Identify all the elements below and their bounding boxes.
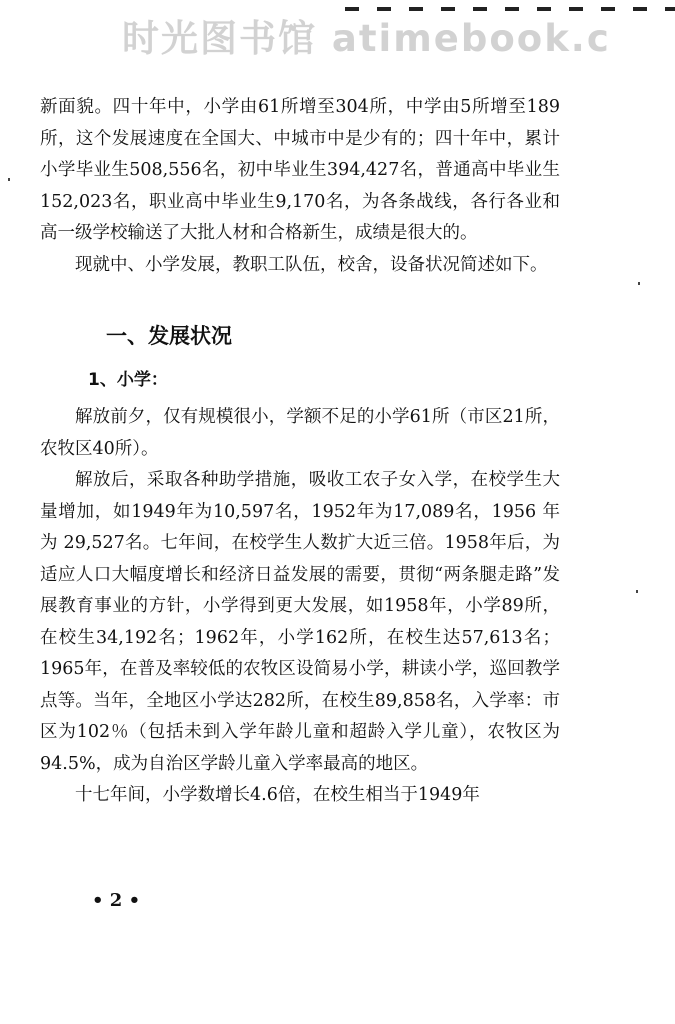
section-heading: 一、发展状况 — [106, 324, 232, 348]
paragraph-pre-liberation: 解放前夕，仅有规模很小，学额不足的小学61所（市区21所，农牧区40所）。 — [40, 407, 560, 459]
paragraph-post-liberation: 解放后，采取各种助学措施，吸收工农子女入学，在校学生大量增加，如1949年为10,597名，1952年为17,089名，1956 年 为 29,527名。七年间，在校学生人数扩大近三倍。1958年后，为适应人口大幅度增长和经济日益发展的需要，贯彻“两条腿走路”发展教育事业的方针，小学得到更大发展，如1958年，小学89所，在校生34,192名；1962年，小学162所，在校生达57,613名；1965年，在普及率较低的农牧区设简易小学，耕读小学，巡回教学点等。当年，全地区小学达282所，在校生89,858名，入学率：市区为102％（包括未到入学年龄儿童和超龄入学儿童），农牧区为94.5%，成为自治区学龄儿童入学率最高的地区。 — [40, 470, 560, 774]
scan-speck — [8, 178, 10, 181]
scan-dash-border — [345, 7, 675, 11]
paragraph-seventeen-years: 十七年间，小学数增长4.6倍，在校生相当于1949年 — [75, 785, 480, 805]
scan-speck — [636, 590, 638, 593]
section-gap — [40, 281, 560, 299]
watermark-text: 时光图书馆 atimebook.c — [122, 17, 611, 60]
paragraph-intro-continued: 新面貌。四十年中，小学由61所增至304所，中学由5所增至189所，这个发展速度在全国大、中城市中是少有的；四十年中，累计小学毕业生508,556名，初中毕业生394,427名，普通高中毕业生152,023名，职业高中毕业生9,170名，为各条战线，各行各业和高一级学校输送了大批人材和合格新生，成绩是很大的。 — [40, 97, 560, 243]
paragraph-overview: 现就中、小学发展，教职工队伍，校舍，设备状况简述如下。 — [75, 254, 548, 275]
scan-speck — [638, 282, 640, 285]
page-body — [40, 92, 560, 812]
page-number: • 2 • — [92, 890, 141, 911]
subsection-heading: 1、小学： — [88, 370, 168, 390]
